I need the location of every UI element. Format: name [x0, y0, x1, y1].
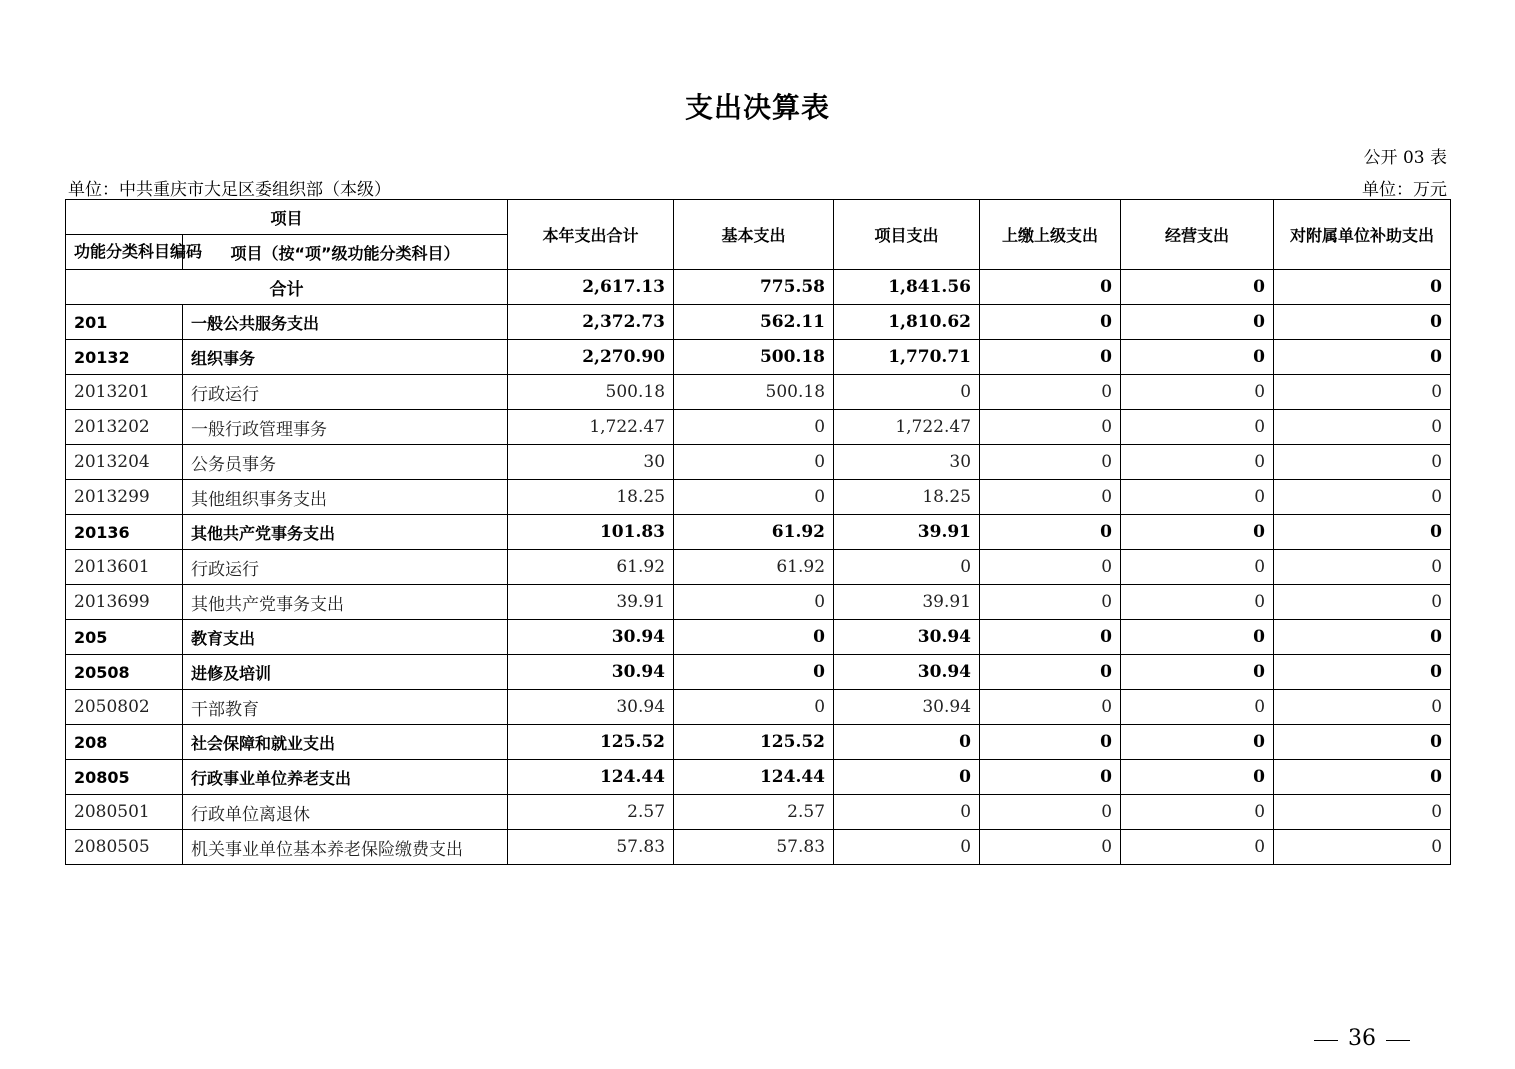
- row-value: 0: [834, 725, 980, 760]
- row-name: 其他共产党事务支出: [183, 585, 508, 620]
- row-value: 500.18: [674, 340, 834, 375]
- table-row: [66, 515, 1451, 550]
- row-value: 0: [1121, 655, 1274, 690]
- row-value: 2.57: [674, 795, 834, 830]
- table-row: [66, 550, 1451, 585]
- total-label: 合计: [66, 270, 508, 305]
- row-name: 一般公共服务支出: [183, 305, 508, 340]
- row-code: 2013201: [66, 375, 183, 410]
- row-value: 0: [1274, 515, 1451, 550]
- row-code: 201: [66, 305, 183, 340]
- row-code: 2013299: [66, 480, 183, 515]
- row-name: 行政单位离退休: [183, 795, 508, 830]
- row-value: 0: [1274, 445, 1451, 480]
- row-value: 0: [674, 690, 834, 725]
- row-value: 0: [1121, 445, 1274, 480]
- row-value: 0: [1121, 620, 1274, 655]
- table-number: 公开 03 表: [1363, 148, 1447, 168]
- row-value: 500.18: [674, 375, 834, 410]
- header-code: 功能分类科目编码: [66, 235, 183, 270]
- row-name: 机关事业单位基本养老保险缴费支出: [183, 830, 508, 865]
- row-value: 2.57: [508, 795, 674, 830]
- header-name: 项目（按“项”级功能分类科目）: [183, 235, 508, 270]
- row-value: 0: [1121, 690, 1274, 725]
- row-name: 行政运行: [183, 550, 508, 585]
- row-value: 0: [1274, 480, 1451, 515]
- row-code: 205: [66, 620, 183, 655]
- row-value: 0: [980, 480, 1121, 515]
- row-name: 行政运行: [183, 375, 508, 410]
- row-name: 公务员事务: [183, 445, 508, 480]
- row-value: 0: [980, 690, 1121, 725]
- row-value: 30.94: [508, 655, 674, 690]
- row-value: 2,270.90: [508, 340, 674, 375]
- row-value: 0: [1121, 795, 1274, 830]
- row-value: 0: [1274, 690, 1451, 725]
- row-value: 0: [980, 305, 1121, 340]
- row-name: 一般行政管理事务: [183, 410, 508, 445]
- row-value: 57.83: [674, 830, 834, 865]
- row-value: 0: [1121, 725, 1274, 760]
- total-value: 0: [1121, 270, 1274, 305]
- row-value: 0: [1121, 340, 1274, 375]
- row-name: 社会保障和就业支出: [183, 725, 508, 760]
- row-value: 0: [1121, 585, 1274, 620]
- row-value: 0: [980, 550, 1121, 585]
- row-name: 其他组织事务支出: [183, 480, 508, 515]
- row-value: 0: [1121, 305, 1274, 340]
- row-value: 61.92: [674, 550, 834, 585]
- header-project-expenditure: 项目支出: [834, 200, 980, 270]
- total-value: 2,617.13: [508, 270, 674, 305]
- table-row: [66, 585, 1451, 620]
- row-code: 2080505: [66, 830, 183, 865]
- row-name: 教育支出: [183, 620, 508, 655]
- row-value: 0: [980, 795, 1121, 830]
- table-row: [66, 410, 1451, 445]
- row-value: 124.44: [508, 760, 674, 795]
- row-value: 30: [508, 445, 674, 480]
- row-value: 2,372.73: [508, 305, 674, 340]
- row-value: 0: [980, 655, 1121, 690]
- row-value: 125.52: [508, 725, 674, 760]
- row-code: 2080501: [66, 795, 183, 830]
- table-body: [66, 270, 1451, 865]
- row-value: 0: [1274, 830, 1451, 865]
- header-subsidy: 对附属单位补助支出: [1274, 200, 1451, 270]
- total-row: [66, 270, 1451, 305]
- row-value: 0: [980, 515, 1121, 550]
- row-value: 18.25: [834, 480, 980, 515]
- row-value: 0: [834, 550, 980, 585]
- row-value: 1,770.71: [834, 340, 980, 375]
- row-name: 行政事业单位养老支出: [183, 760, 508, 795]
- table-row: [66, 830, 1451, 865]
- row-value: 0: [1121, 550, 1274, 585]
- row-name: 进修及培训: [183, 655, 508, 690]
- table-row: [66, 760, 1451, 795]
- row-value: 0: [980, 375, 1121, 410]
- row-value: 0: [834, 795, 980, 830]
- total-value: 0: [980, 270, 1121, 305]
- row-code: 208: [66, 725, 183, 760]
- table-row: [66, 725, 1451, 760]
- row-value: 0: [1274, 620, 1451, 655]
- row-value: 0: [834, 830, 980, 865]
- row-name: 干部教育: [183, 690, 508, 725]
- table-row: [66, 445, 1451, 480]
- row-value: 0: [980, 830, 1121, 865]
- row-value: 30.94: [834, 655, 980, 690]
- reporting-unit: 单位：中共重庆市大足区委组织部（本级）: [68, 180, 391, 200]
- row-value: 1,722.47: [834, 410, 980, 445]
- row-value: 0: [1274, 585, 1451, 620]
- row-value: 124.44: [674, 760, 834, 795]
- row-value: 1,810.62: [834, 305, 980, 340]
- total-value: 0: [1274, 270, 1451, 305]
- row-value: 0: [1274, 410, 1451, 445]
- table-row: [66, 795, 1451, 830]
- total-value: 1,841.56: [834, 270, 980, 305]
- row-value: 125.52: [674, 725, 834, 760]
- row-code: 20805: [66, 760, 183, 795]
- table-row: [66, 340, 1451, 375]
- row-value: 30.94: [834, 690, 980, 725]
- row-value: 101.83: [508, 515, 674, 550]
- row-value: 0: [1274, 305, 1451, 340]
- row-value: 0: [674, 655, 834, 690]
- footer-dash: [1386, 1040, 1410, 1041]
- row-value: 0: [980, 340, 1121, 375]
- row-value: 0: [1121, 830, 1274, 865]
- header-total: 本年支出合计: [508, 200, 674, 270]
- row-value: 0: [980, 760, 1121, 795]
- row-name: 组织事务: [183, 340, 508, 375]
- row-value: 0: [980, 445, 1121, 480]
- row-value: 1,722.47: [508, 410, 674, 445]
- table-row: [66, 480, 1451, 515]
- row-code: 2050802: [66, 690, 183, 725]
- row-value: 0: [674, 480, 834, 515]
- table-row: [66, 375, 1451, 410]
- table-row: [66, 690, 1451, 725]
- row-value: 0: [980, 725, 1121, 760]
- page-number: 36: [1348, 1026, 1376, 1051]
- row-value: 39.91: [508, 585, 674, 620]
- row-value: 0: [980, 620, 1121, 655]
- page-title: 支出决算表: [684, 91, 830, 124]
- header-basic: 基本支出: [674, 200, 834, 270]
- row-value: 0: [980, 410, 1121, 445]
- row-code: 2013699: [66, 585, 183, 620]
- row-value: 0: [1121, 375, 1274, 410]
- row-value: 0: [674, 410, 834, 445]
- row-code: 2013601: [66, 550, 183, 585]
- row-value: 0: [674, 620, 834, 655]
- row-value: 39.91: [834, 585, 980, 620]
- row-code: 2013204: [66, 445, 183, 480]
- header-operating: 经营支出: [1121, 200, 1274, 270]
- row-value: 18.25: [508, 480, 674, 515]
- row-value: 0: [1274, 550, 1451, 585]
- row-value: 0: [1274, 725, 1451, 760]
- page-footer: [1310, 1026, 1414, 1056]
- total-value: 775.58: [674, 270, 834, 305]
- row-value: 0: [1274, 375, 1451, 410]
- row-value: 61.92: [674, 515, 834, 550]
- table-row: [66, 305, 1451, 340]
- expenditure-table: [65, 199, 1451, 865]
- row-value: 30.94: [508, 690, 674, 725]
- row-name: 其他共产党事务支出: [183, 515, 508, 550]
- row-value: 500.18: [508, 375, 674, 410]
- row-value: 57.83: [508, 830, 674, 865]
- row-value: 0: [1274, 340, 1451, 375]
- row-value: 562.11: [674, 305, 834, 340]
- row-value: 61.92: [508, 550, 674, 585]
- row-code: 20508: [66, 655, 183, 690]
- row-code: 2013202: [66, 410, 183, 445]
- header-upper-level: 上缴上级支出: [980, 200, 1121, 270]
- row-value: 0: [1121, 515, 1274, 550]
- row-value: 0: [674, 445, 834, 480]
- row-code: 20136: [66, 515, 183, 550]
- row-value: 39.91: [834, 515, 980, 550]
- row-value: 0: [1121, 410, 1274, 445]
- header-project: 项目: [66, 200, 508, 235]
- row-value: 0: [1121, 480, 1274, 515]
- currency-unit: 单位：万元: [1362, 180, 1447, 200]
- table-row: [66, 620, 1451, 655]
- row-value: 0: [674, 585, 834, 620]
- row-value: 30.94: [508, 620, 674, 655]
- row-value: 30: [834, 445, 980, 480]
- row-value: 0: [980, 585, 1121, 620]
- row-code: 20132: [66, 340, 183, 375]
- row-value: 0: [834, 375, 980, 410]
- table-header: [66, 200, 1451, 270]
- row-value: 0: [1274, 760, 1451, 795]
- row-value: 0: [1121, 760, 1274, 795]
- row-value: 30.94: [834, 620, 980, 655]
- row-value: 0: [1274, 655, 1451, 690]
- row-value: 0: [1274, 795, 1451, 830]
- row-value: 0: [834, 760, 980, 795]
- table-row: [66, 655, 1451, 690]
